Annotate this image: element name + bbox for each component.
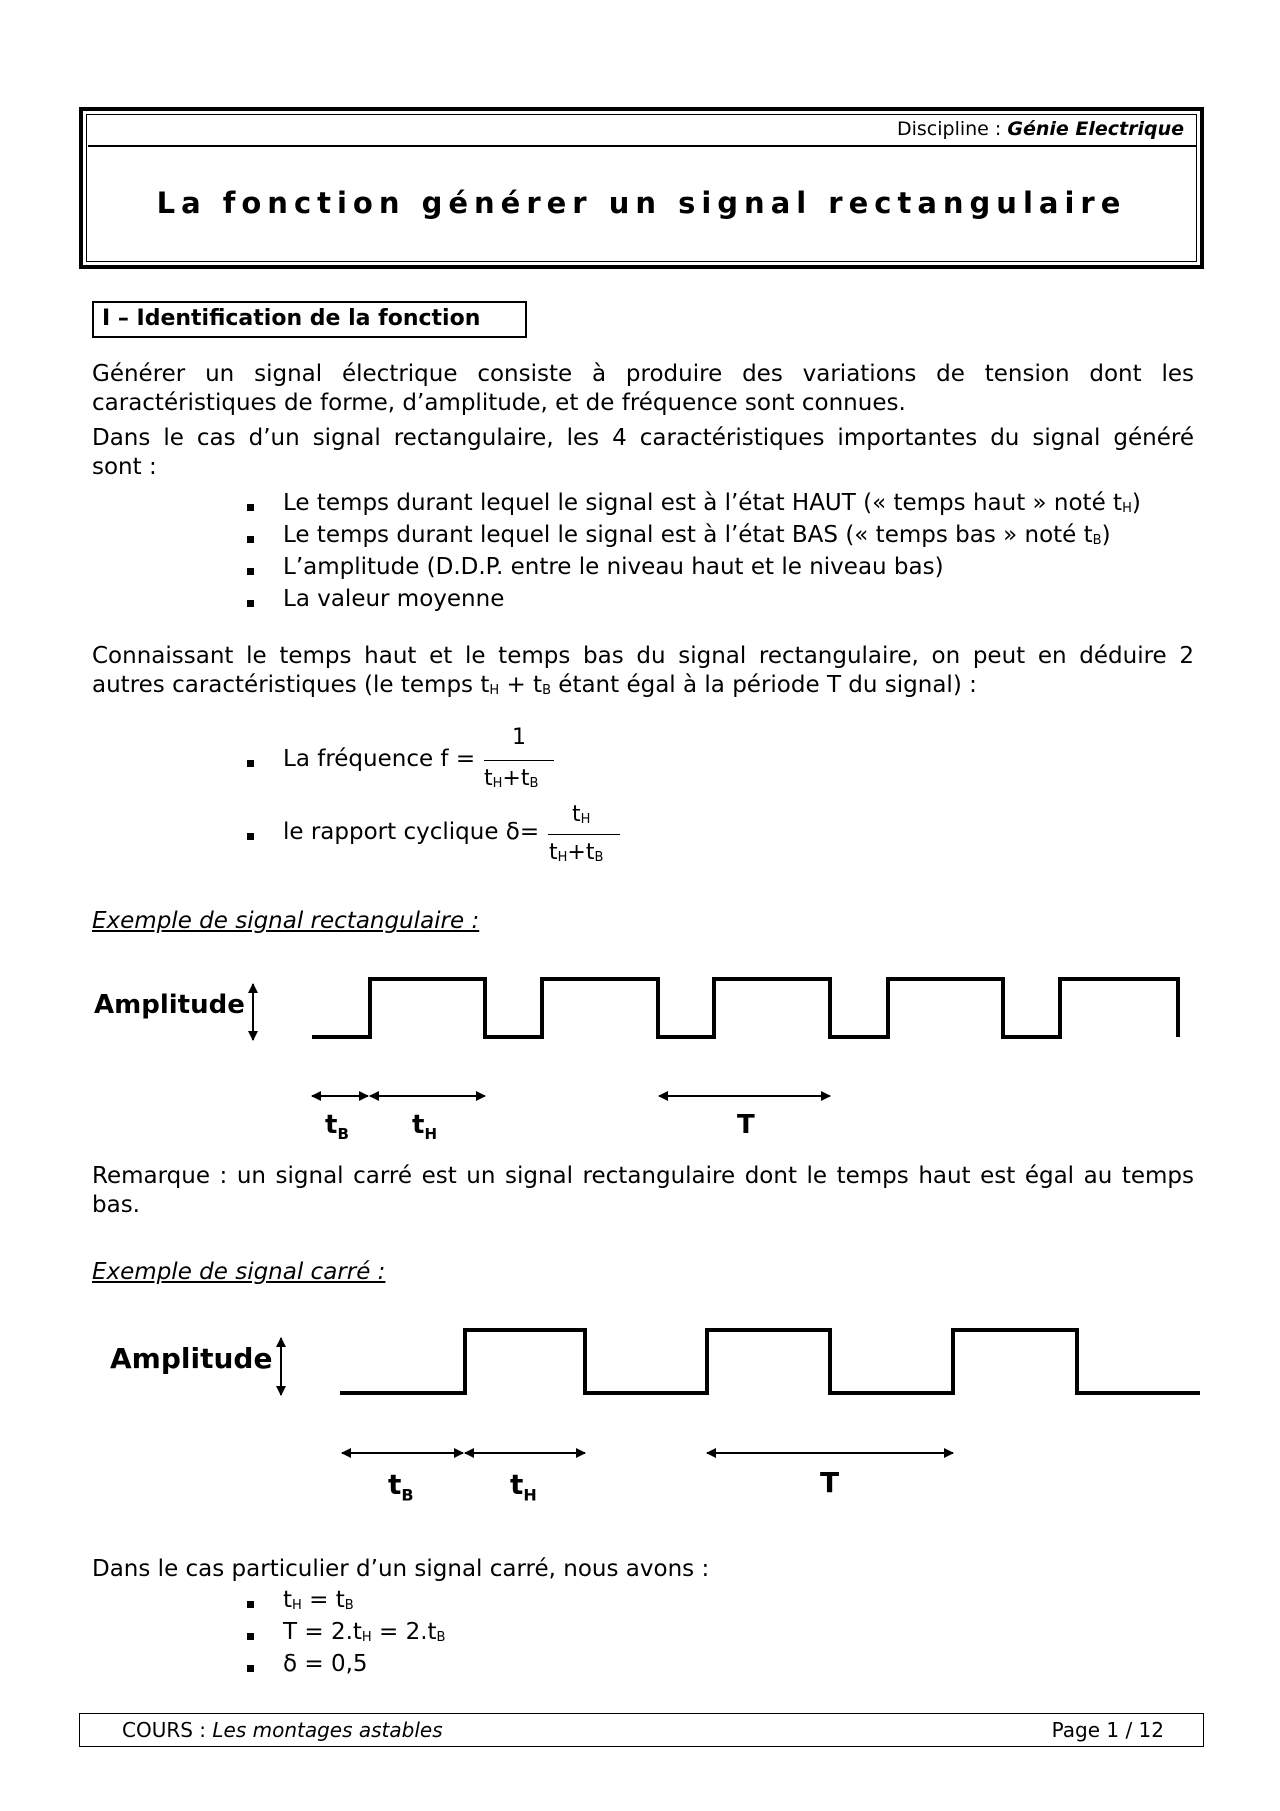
paragraph-1-line-1: Générer un signal électrique consiste à produire des variations de tension dont les <box>92 361 1194 387</box>
th-label: $t_H$ <box>412 1110 437 1144</box>
frequency-numerator: 1 <box>512 725 526 750</box>
footer-course-label: COURS : <box>122 1718 213 1742</box>
duty-cycle-denominator: $t_H+t_B$ <box>549 840 604 865</box>
fraction-bar <box>484 760 554 761</box>
list-item: L’amplitude (D.D.P. entre le niveau haut et le niveau bas) <box>283 554 944 580</box>
bullet-marker <box>247 568 254 575</box>
rectangular-waveform <box>312 979 1178 1037</box>
bullet-marker <box>247 1633 254 1640</box>
duty-cycle-label: le rapport cyclique δ= <box>283 819 540 845</box>
frequency-denominator: $t_H+t_B$ <box>484 766 539 791</box>
equation-th-equals-tb: $t_H = t_B$ <box>283 1587 354 1613</box>
bullet-marker <box>247 536 254 543</box>
bullet-marker <box>247 1601 254 1608</box>
bullet-marker <box>247 1665 254 1672</box>
rectangular-signal-diagram <box>0 960 1280 1150</box>
caption-rectangular-example: Exemple de signal rectangulaire : <box>92 908 480 934</box>
discipline-line <box>897 118 1184 140</box>
remark-line-2: bas. <box>92 1192 140 1218</box>
bullet-marker <box>247 504 254 511</box>
paragraph-3-line-2: autres caractéristiques (le temps $t_H + t_B$ étant égal à la période T du signal) : <box>92 672 977 698</box>
caption-square-example: Exemple de signal carré : <box>92 1259 386 1285</box>
discipline-label: Discipline : <box>896 118 1008 140</box>
paragraph-4: Dans le cas particulier d’un signal carré, nous avons : <box>92 1556 710 1582</box>
page-title: La fonction générer un signal rectangulaire <box>156 186 1127 220</box>
footer-course-title: Les montages astables <box>212 1718 443 1742</box>
list-item: La valeur moyenne <box>283 586 505 612</box>
th-label: $t_H$ <box>510 1468 537 1505</box>
bullet-marker <box>247 833 254 840</box>
equation-duty-cycle: δ = 0,5 <box>283 1651 368 1677</box>
list-item: Le temps durant lequel le signal est à l’état BAS (« temps bas » noté $t_B$) <box>283 522 1111 548</box>
remark-line-1: Remarque : un signal carré est un signal rectangulaire dont le temps haut est égal au temps <box>92 1163 1194 1189</box>
duty-cycle-numerator: $t_H$ <box>572 802 591 827</box>
tb-label: $t_B$ <box>325 1110 349 1144</box>
paragraph-2-line-1: Dans le cas d’un signal rectangulaire, les 4 caractéristiques importantes du signal généré <box>92 425 1194 451</box>
amplitude-label: Amplitude <box>110 1342 273 1375</box>
bullet-marker <box>247 600 254 607</box>
fraction-bar <box>548 834 620 835</box>
tb-label: $t_B$ <box>388 1468 414 1505</box>
bullet-marker <box>247 760 254 767</box>
period-label: T <box>737 1110 755 1140</box>
page-number: Page 1 / 12 <box>1051 1718 1164 1742</box>
paragraph-3-line-1: Connaissant le temps haut et le temps bas du signal rectangulaire, on peut en déduire 2 <box>92 643 1194 669</box>
list-item: Le temps durant lequel le signal est à l’état HAUT (« temps haut » noté $t_H$) <box>283 490 1141 516</box>
frequency-label: La fréquence f = <box>283 746 476 772</box>
section-heading: I – Identification de la fonction <box>92 301 527 338</box>
discipline-value: Génie Electrique <box>1007 118 1184 140</box>
equation-period: $T = 2.t_H = 2.t_B$ <box>283 1619 446 1645</box>
paragraph-2-line-2: sont : <box>92 454 157 480</box>
period-label: T <box>820 1466 840 1499</box>
footer-course <box>122 1718 443 1742</box>
square-waveform <box>340 1330 1200 1393</box>
header-separator <box>88 145 1196 147</box>
paragraph-1-line-2: caractéristiques de forme, d’amplitude, et de fréquence sont connues. <box>92 390 906 416</box>
amplitude-label: Amplitude <box>94 990 245 1020</box>
